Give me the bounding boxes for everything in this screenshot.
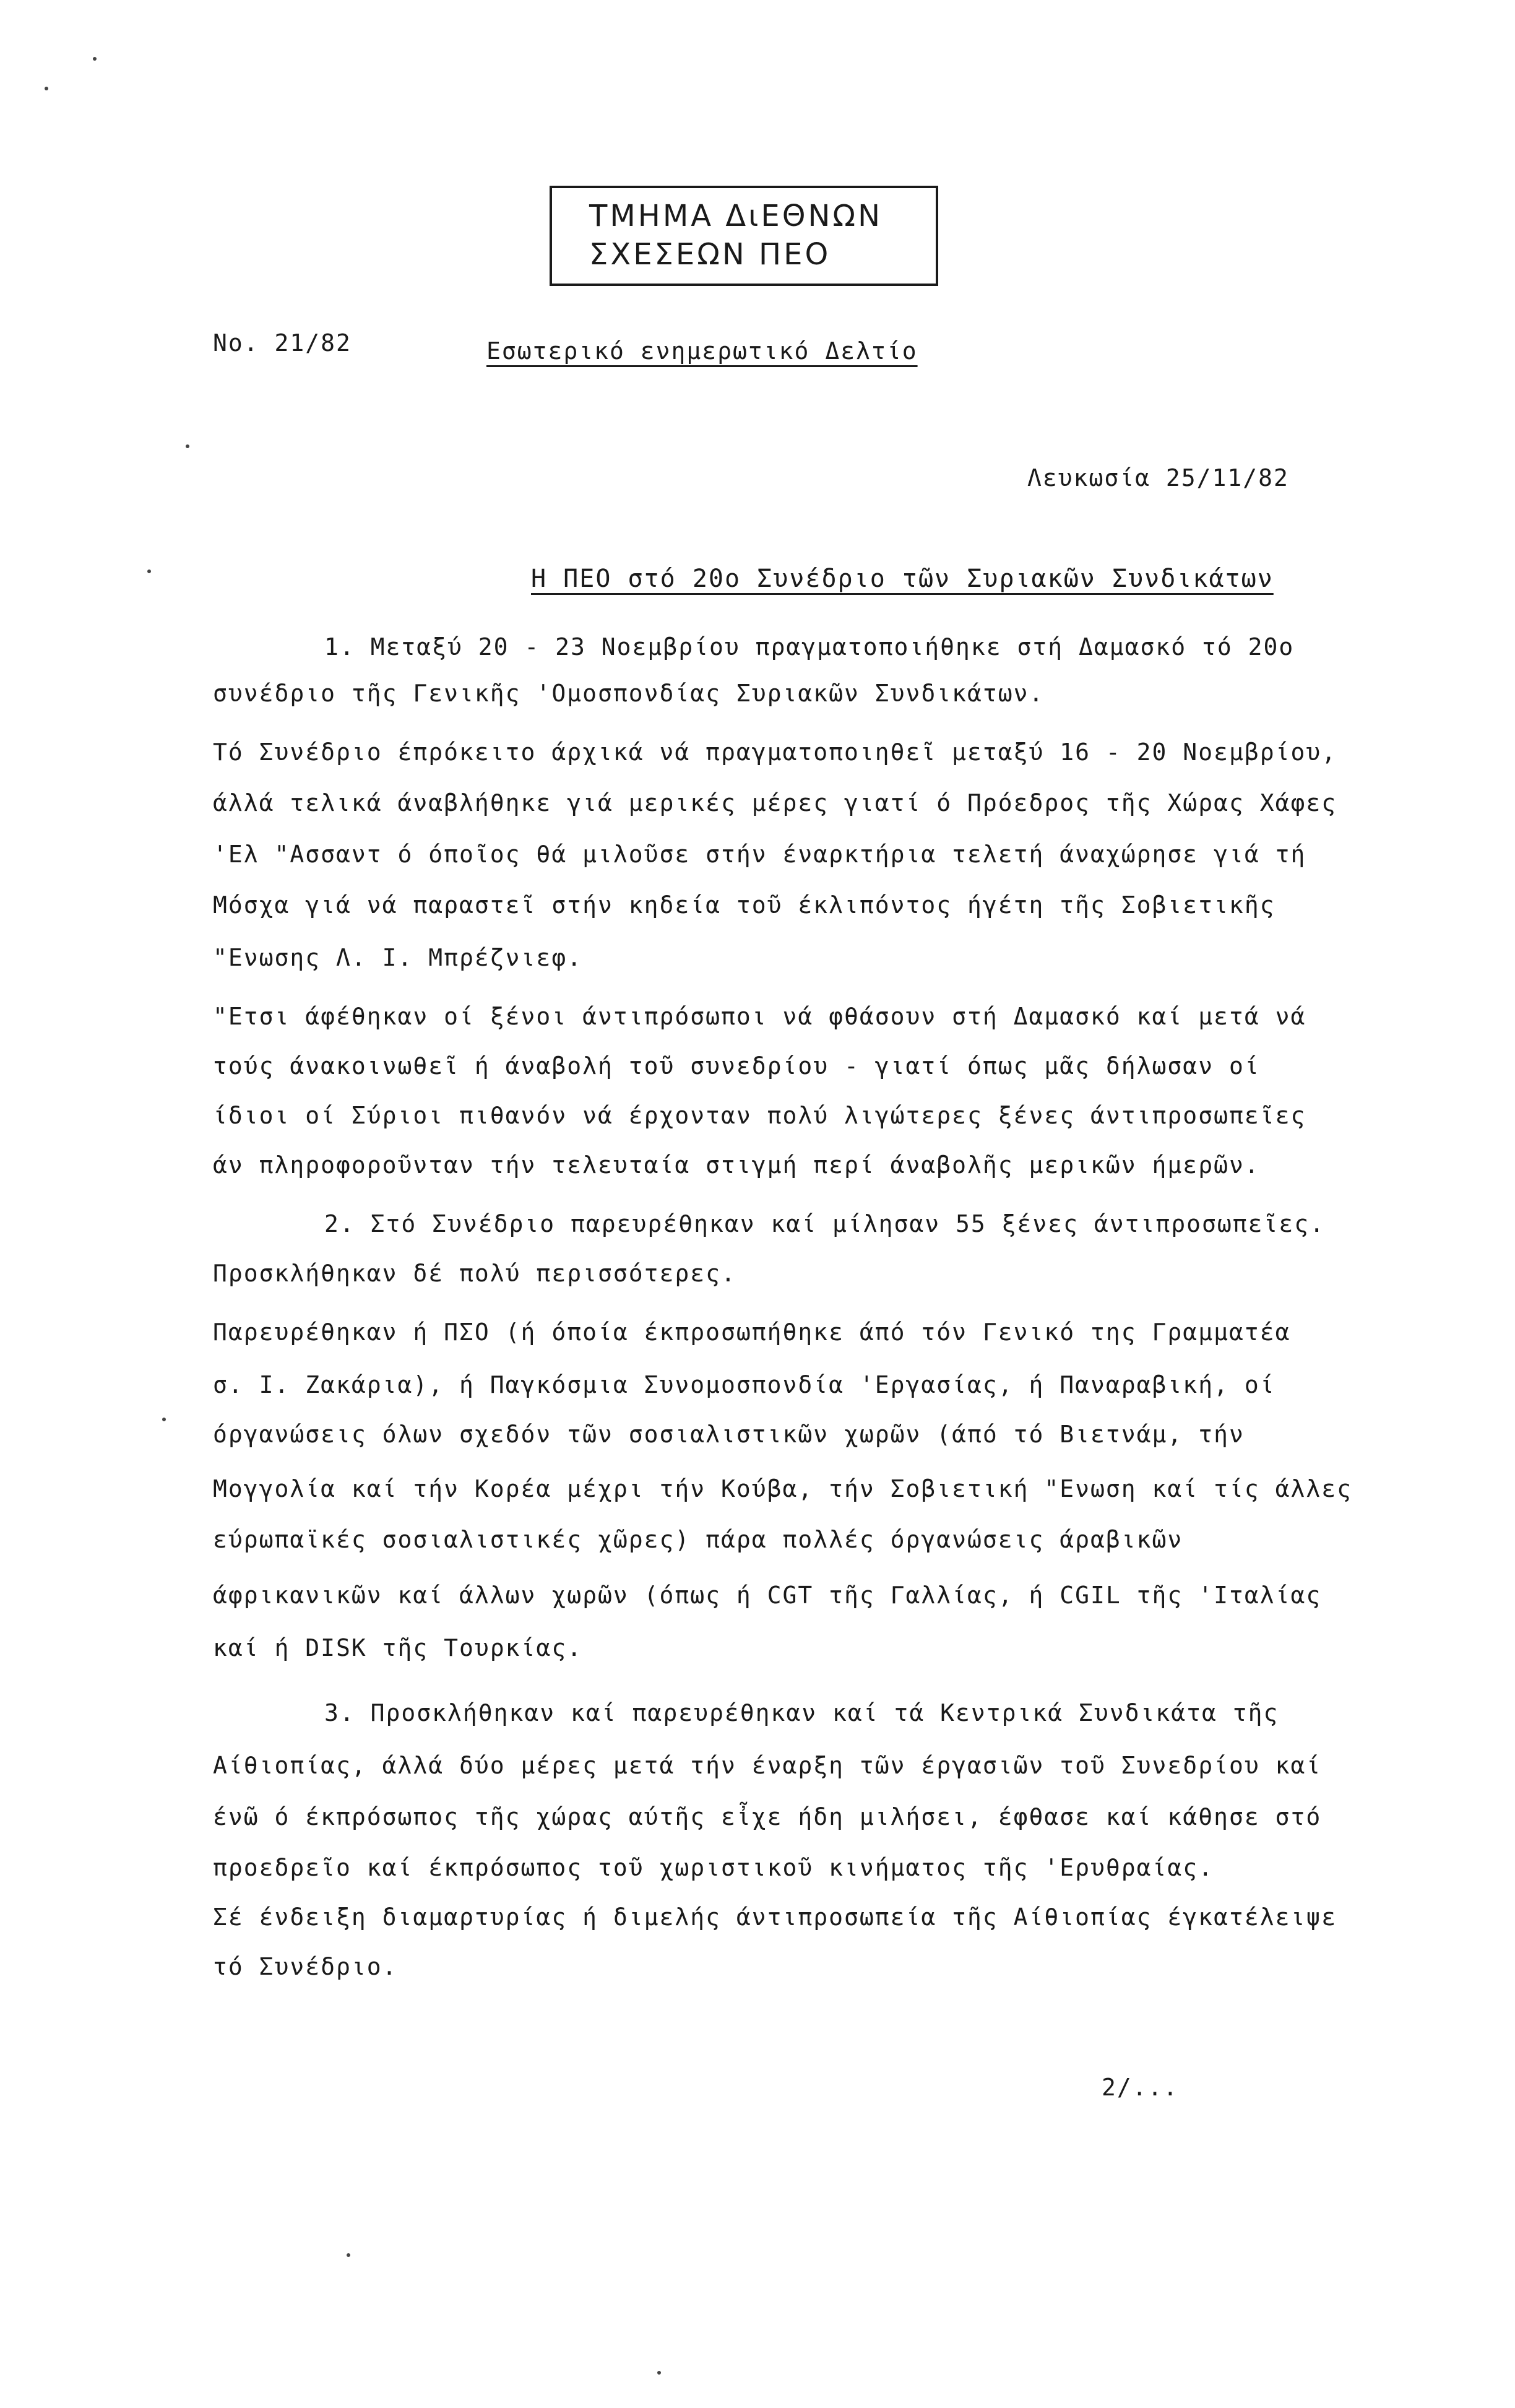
body-line: άφρικανικῶν καί άλλων χωρῶν (όπως ή CGT τῆς Γαλλίας, ή CGIL τῆς 'Ιταλίας — [213, 1582, 1322, 1609]
department-stamp — [550, 186, 938, 286]
stamp-line-2: ΣΧΕΣΕΩΝ ΠΕΟ — [589, 237, 831, 272]
body-line: Τό Συνέδριο έπρόκειτο άρχικά νά πραγματοποιηθεῖ μεταξύ 16 - 20 Νοεμβρίου, — [213, 738, 1337, 766]
page-continuation: 2/... — [1102, 2074, 1179, 2101]
body-line: Αίθιοπίας, άλλά δύο μέρες μετά τήν έναρξη τῶν έργασιῶν τοῦ Συνεδρίου καί — [213, 1752, 1322, 1779]
body-line: σ. Ι. Ζακάρια), ή Παγκόσμια Συνομοσπονδία 'Εργασίας, ή Παναραβική, οί — [213, 1371, 1275, 1398]
body-line: όργανώσεις όλων σχεδόν τῶν σοσιαλιστικῶν χωρῶν (άπό τό Βιετνάμ, τήν — [213, 1421, 1245, 1448]
body-line: άν πληροφοροῦνταν τήν τελευταία στιγμή περί άναβολῆς μερικῶν ήμερῶν. — [213, 1151, 1260, 1179]
body-line: τό Συνέδριο. — [213, 1953, 398, 1980]
body-line: Παρευρέθηκαν ή ΠΣΟ (ή όποία έκπροσωπήθηκε άπό τόν Γενικό της Γραμματέα — [213, 1319, 1291, 1346]
body-line: εύρωπαϊκές σοσιαλιστικές χῶρες) πάρα πολλές όργανώσεις άραβικῶν — [213, 1526, 1183, 1553]
body-line: Μογγολία καί τήν Κορέα μέχρι τήν Κούβα, τήν Σοβιετική "Ενωση καί τίς άλλες — [213, 1475, 1352, 1502]
body-line: 3. Προσκλήθηκαν καί παρευρέθηκαν καί τά Κεντρικά Συνδικάτα τῆς — [324, 1699, 1279, 1726]
place-date: Λευκωσία 25/11/82 — [1027, 464, 1289, 492]
document-title: Η ΠΕΟ στό 20ο Συνέδριο τῶν Συριακῶν Συνδικάτων — [531, 565, 1274, 593]
body-line: ίδιοι οί Σύριοι πιθανόν νά έρχονταν πολύ λιγώτερες ξένες άντιπροσωπεῖες — [213, 1102, 1306, 1129]
scan-speck — [147, 570, 151, 573]
body-line: άλλά τελικά άναβλήθηκε γιά μερικές μέρες γιατί ό Πρόεδρος τῆς Χώρας Χάφες — [213, 789, 1337, 816]
body-line: "Ετσι άφέθηκαν οί ξένοι άντιπρόσωποι νά φθάσουν στή Δαμασκό καί μετά νά — [213, 1003, 1306, 1030]
bulletin-title: Εσωτερικό ενημερωτικό Δελτίο — [486, 337, 918, 365]
body-line: τούς άνακοινωθεῖ ή άναβολή τοῦ συνεδρίου - γιατί όπως μᾶς δήλωσαν οί — [213, 1052, 1260, 1080]
body-line: προεδρεῖο καί έκπρόσωπος τοῦ χωριστικοῦ κινήματος τῆς 'Ερυθραίας. — [213, 1854, 1214, 1881]
body-line: Προσκλήθηκαν δέ πολύ περισσότερες. — [213, 1260, 736, 1287]
scan-speck — [93, 57, 97, 61]
body-line: συνέδριο τῆς Γενικῆς 'Ομοσπονδίας Συριακῶν Συνδικάτων. — [213, 680, 1045, 707]
body-line: "Ενωσης Λ. Ι. Μπρέζνιεφ. — [213, 944, 583, 971]
stamp-line-1: ΤΜΗΜΑ ΔιΕΘΝΩΝ — [589, 199, 883, 233]
body-line: καί ή DISK τῆς Τουρκίας. — [213, 1634, 583, 1661]
body-line: ένῶ ό έκπρόσωπος τῆς χώρας αύτῆς εἶχε ήδη μιλήσει, έφθασε καί κάθησε στό — [213, 1803, 1322, 1830]
body-line: Σέ ένδειξη διαμαρτυρίας ή διμελής άντιπροσωπεία τῆς Αίθιοπίας έγκατέλειψε — [213, 1903, 1337, 1931]
body-line: 1. Μεταξύ 20 - 23 Νοεμβρίου πραγματοποιήθηκε στή Δαμασκό τό 20ο — [324, 633, 1295, 660]
scan-speck — [186, 444, 189, 448]
scan-speck — [657, 2371, 661, 2375]
body-line: 2. Στό Συνέδριο παρευρέθηκαν καί μίλησαν 55 ξένες άντιπροσωπεῖες. — [324, 1210, 1326, 1237]
body-line: 'Ελ "Ασσαντ ό όποῖος θά μιλοῦσε στήν έναρκτήρια τελετή άναχώρησε γιά τή — [213, 841, 1306, 868]
body-line: Μόσχα γιά νά παραστεῖ στήν κηδεία τοῦ έκλιπόντος ήγέτη τῆς Σοβιετικῆς — [213, 891, 1275, 919]
scan-speck — [45, 87, 48, 90]
scan-speck — [347, 2253, 350, 2257]
bulletin-number: No. 21/82 — [213, 329, 352, 357]
scan-speck — [162, 1418, 166, 1421]
